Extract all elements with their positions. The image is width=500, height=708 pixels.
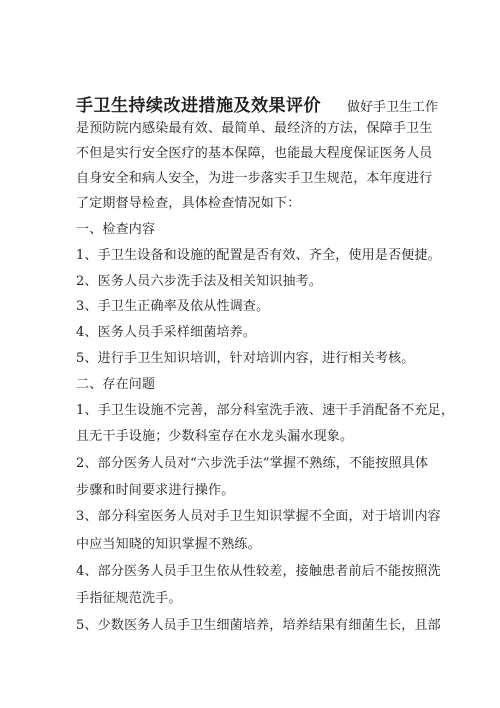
section-2-heading: 二、存在问题: [76, 377, 156, 392]
section-2-line-4: 步骤和时间要求进行操作。: [76, 483, 235, 498]
intro-line-1: 是预防院内感染最有效、最简单、最经济的方法，保障手卫生: [76, 121, 433, 136]
section-2-line-9: 5、少数医务人员手卫生细菌培养，培养结果有细菌生长，且部: [76, 618, 441, 633]
title-line: [76, 91, 438, 116]
section-1-item-1: 1、手卫生设备和设施的配置是否有效、齐全，使用是否便捷。: [76, 248, 441, 263]
section-1-heading: 一、检查内容: [76, 222, 156, 237]
section-1-item-2: 2、医务人员六步洗手法及相关知识抽考。: [76, 274, 323, 289]
document-title: 手卫生持续改进措施及效果评价: [76, 96, 321, 116]
intro-line-2: 不但是实行安全医疗的基本保障，也能最大程度保证医务人员: [76, 146, 433, 161]
section-2-line-1: 1、手卫生设施不完善，部分科室洗手液、速干手消配备不充足，: [76, 403, 455, 418]
section-2-line-5: 3、部分科室医务人员对手卫生知识掌握不全面，对于培训内容: [76, 509, 441, 524]
section-2-line-6: 中应当知晓的知识掌握不熟练。: [76, 537, 261, 552]
section-1-item-4: 4、医务人员手采样细菌培养。: [76, 325, 257, 340]
section-2-line-8: 手指征规范洗手。: [76, 591, 182, 606]
section-2-line-2: 且无干手设施；少数科室存在水龙头漏水现象。: [76, 429, 354, 444]
section-2-line-7: 4、部分医务人员手卫生依从性较差，接触患者前后不能按照洗: [76, 564, 441, 579]
section-1-item-5: 5、进行手卫生知识培训，针对培训内容，进行相关考核。: [76, 351, 415, 366]
section-2-line-3: 2、部分医务人员对“六步洗手法”掌握不熟练，不能按照具体: [76, 456, 429, 471]
title-tail-text: 做好手卫生工作: [347, 100, 439, 115]
intro-line-3: 自身安全和病人安全，为进一步落实手卫生规范，本年度进行: [76, 171, 433, 186]
section-1-item-3: 3、手卫生正确率及依从性调查。: [76, 299, 270, 314]
intro-line-4: 了定期督导检查，具体检查情况如下：: [76, 196, 301, 211]
